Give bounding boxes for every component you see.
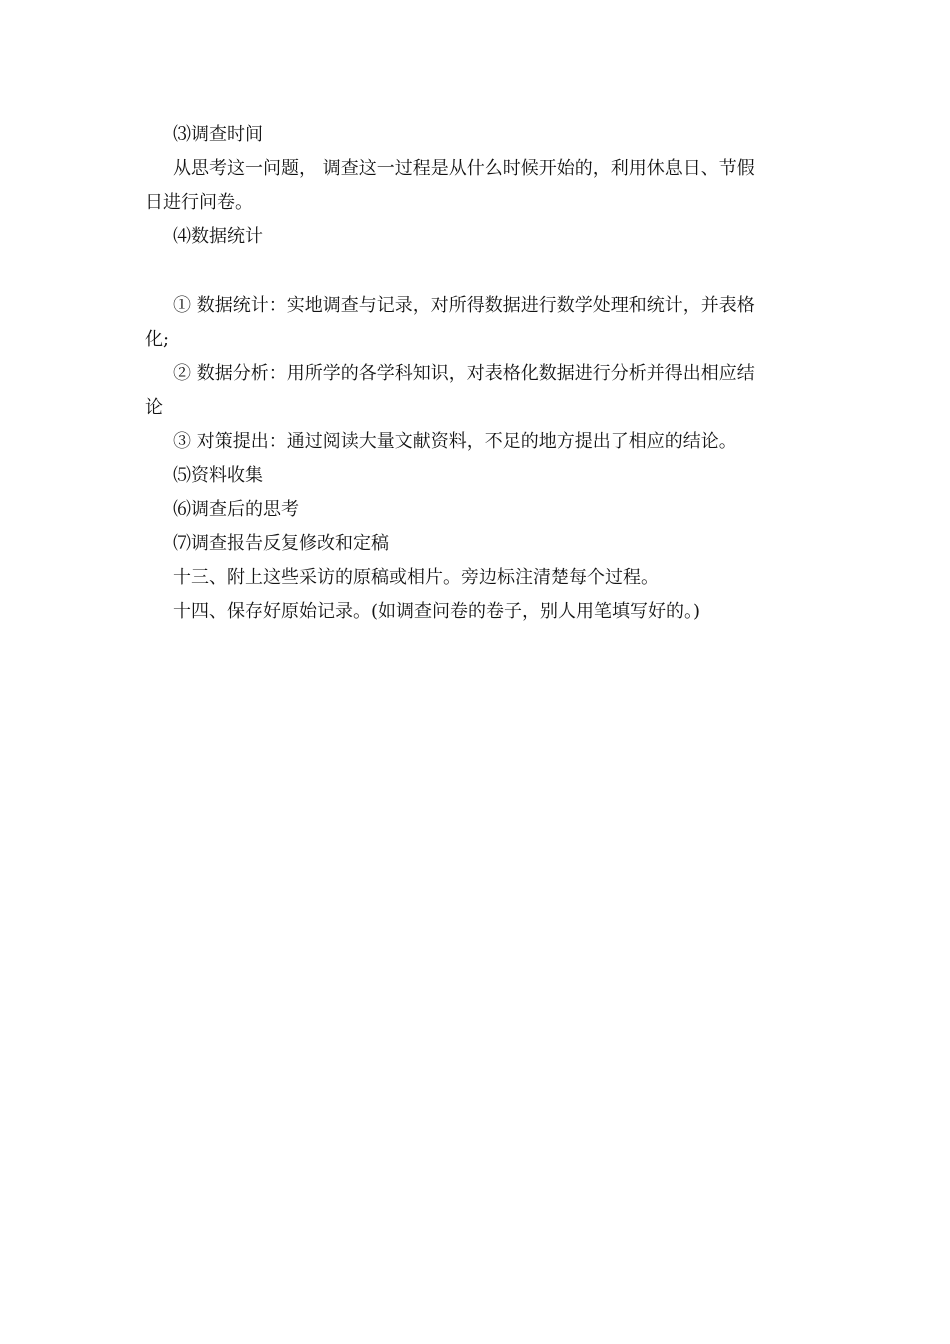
list-item-data-statistics: ① 数据统计：实地调查与记录，对所得数据进行数学处理和统计，并表格 (173, 295, 755, 316)
paragraph-line: 日进行问卷。 (145, 192, 253, 213)
item-fourteen: 十四、保存好原始记录。(如调查问卷的卷子，别人用笔填写好的。) (173, 601, 701, 622)
list-item-continuation: 化; (145, 329, 170, 350)
heading-survey-time: ⑶调查时间 (173, 124, 263, 145)
list-item-data-analysis: ② 数据分析：用所学的各学科知识，对表格化数据进行分析并得出相应结 (173, 363, 755, 384)
heading-post-survey-reflection: ⑹调查后的思考 (173, 499, 299, 520)
heading-report-revision: ⑺调查报告反复修改和定稿 (173, 533, 389, 554)
document-body (145, 118, 805, 629)
list-item-continuation: 论 (145, 397, 163, 418)
paragraph-line: 从思考这一问题， 调查这一过程是从什么时候开始的，利用休息日、节假 (173, 158, 755, 179)
heading-material-collection: ⑸资料收集 (173, 465, 263, 486)
blank-line (145, 254, 805, 289)
heading-data-statistics: ⑷数据统计 (173, 226, 263, 247)
list-item-countermeasures: ③ 对策提出：通过阅读大量文献资料，不足的地方提出了相应的结论。 (173, 431, 737, 452)
item-thirteen: 十三、附上这些采访的原稿或相片。旁边标注清楚每个过程。 (173, 567, 659, 588)
